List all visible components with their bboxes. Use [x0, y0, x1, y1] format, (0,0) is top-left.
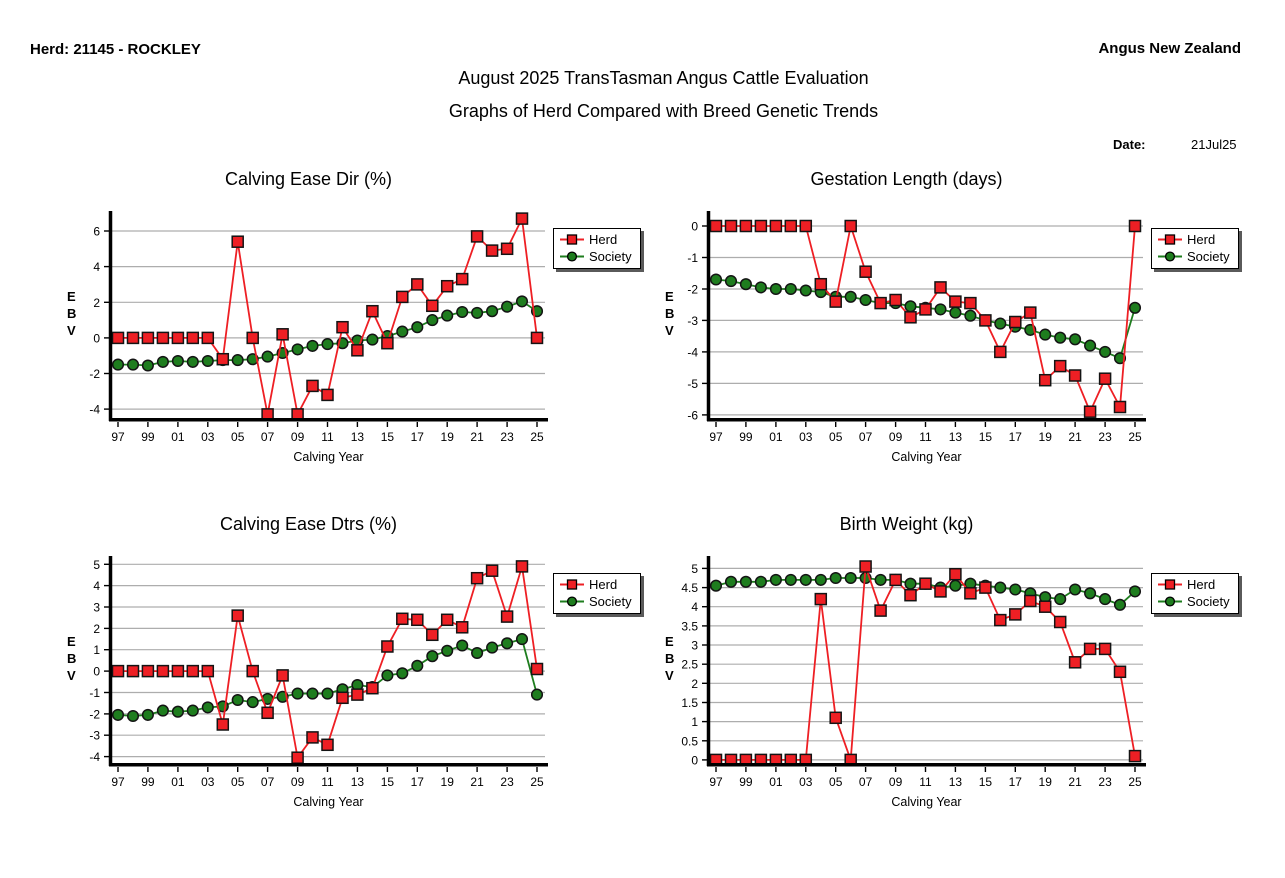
svg-text:11: 11 [321, 430, 334, 444]
svg-text:99: 99 [739, 430, 753, 444]
svg-text:B: B [665, 306, 675, 321]
plot-calving-ease-dir [40, 198, 570, 498]
chart-calving-ease-dtrs [0, 513, 660, 858]
herd-marker-icon [1157, 578, 1183, 591]
svg-text:23: 23 [1098, 775, 1112, 789]
svg-text:-6: -6 [687, 408, 698, 423]
svg-text:-4: -4 [687, 345, 698, 360]
svg-text:Calving Year: Calving Year [891, 795, 962, 809]
svg-text:3: 3 [93, 600, 100, 615]
svg-text:19: 19 [1038, 430, 1052, 444]
svg-text:05: 05 [829, 775, 843, 789]
svg-text:5: 5 [691, 561, 698, 576]
svg-text:B: B [665, 651, 675, 666]
legend [1151, 573, 1239, 614]
herd-id: Herd: 21145 - ROCKLEY [30, 41, 201, 58]
legend-label-society: Society [1187, 249, 1230, 264]
svg-text:V: V [665, 668, 674, 683]
svg-text:B: B [67, 651, 77, 666]
svg-text:99: 99 [141, 430, 155, 444]
svg-text:01: 01 [769, 775, 783, 789]
legend-item-society [1157, 593, 1230, 610]
svg-text:05: 05 [231, 775, 245, 789]
herd-marker-icon [1157, 233, 1183, 246]
svg-text:-5: -5 [687, 376, 698, 391]
society-marker-icon [559, 250, 585, 263]
legend-label-herd: Herd [589, 577, 618, 592]
society-marker-icon [1157, 595, 1183, 608]
svg-text:09: 09 [888, 775, 903, 789]
legend-item-herd [1157, 231, 1230, 248]
svg-text:99: 99 [739, 775, 753, 789]
svg-text:E: E [67, 289, 76, 304]
svg-text:E: E [665, 289, 674, 304]
svg-text:4.5: 4.5 [681, 581, 698, 596]
svg-text:01: 01 [171, 430, 185, 444]
svg-text:Calving Year: Calving Year [293, 795, 364, 809]
svg-text:-2: -2 [89, 707, 100, 722]
svg-text:3.5: 3.5 [681, 619, 698, 634]
svg-text:-1: -1 [89, 686, 100, 700]
legend-item-society [1157, 248, 1230, 265]
chart-title: Gestation Length (days) [810, 169, 1003, 189]
svg-text:13: 13 [350, 775, 365, 789]
svg-text:09: 09 [290, 775, 305, 789]
svg-text:11: 11 [919, 775, 932, 789]
legend-item-herd [1157, 576, 1230, 593]
svg-text:11: 11 [321, 775, 334, 789]
herd-marker-icon [559, 578, 585, 591]
plot-calving-ease-dtrs [40, 543, 570, 843]
svg-text:4: 4 [93, 579, 100, 594]
svg-text:07: 07 [858, 775, 873, 789]
svg-text:1: 1 [691, 715, 698, 730]
svg-text:-4: -4 [89, 402, 100, 417]
svg-text:05: 05 [231, 430, 245, 444]
svg-text:17: 17 [1008, 775, 1022, 789]
svg-text:-1: -1 [687, 251, 698, 265]
chart-gestation-length [598, 168, 1258, 513]
report-title: August 2025 TransTasman Angus Cattle Evaluation [458, 68, 869, 88]
svg-text:97: 97 [709, 430, 723, 444]
svg-text:97: 97 [111, 775, 125, 789]
svg-text:-4: -4 [89, 750, 100, 765]
svg-text:-2: -2 [89, 367, 100, 381]
svg-text:03: 03 [201, 430, 215, 444]
svg-text:2: 2 [93, 295, 100, 310]
svg-text:-3: -3 [687, 313, 698, 328]
svg-text:01: 01 [769, 430, 783, 444]
svg-text:13: 13 [350, 430, 365, 444]
svg-text:21: 21 [1068, 430, 1082, 444]
svg-text:25: 25 [1128, 430, 1142, 444]
chart-title: Calving Ease Dtrs (%) [219, 514, 398, 534]
report-subtitle: Graphs of Herd Compared with Breed Genetic Trends [448, 101, 879, 121]
svg-text:15: 15 [380, 430, 395, 444]
svg-text:01: 01 [171, 775, 185, 789]
svg-text:03: 03 [799, 430, 813, 444]
legend-label-herd: Herd [1187, 577, 1216, 592]
svg-text:25: 25 [530, 775, 544, 789]
svg-text:07: 07 [260, 775, 275, 789]
svg-text:4: 4 [93, 260, 100, 275]
svg-text:4: 4 [691, 600, 698, 615]
svg-text:2: 2 [93, 621, 100, 636]
svg-text:15: 15 [380, 775, 395, 789]
legend-label-society: Society [589, 594, 632, 609]
society-marker-icon [559, 595, 585, 608]
svg-text:21: 21 [470, 775, 484, 789]
svg-text:21: 21 [1068, 775, 1082, 789]
legend-label-society: Society [1187, 594, 1230, 609]
svg-text:23: 23 [1098, 430, 1112, 444]
svg-text:-3: -3 [89, 728, 100, 743]
svg-text:13: 13 [948, 775, 963, 789]
legend-label-society: Society [589, 249, 632, 264]
svg-text:5: 5 [93, 557, 100, 572]
svg-text:97: 97 [709, 775, 723, 789]
svg-text:25: 25 [530, 430, 544, 444]
svg-text:6: 6 [93, 224, 100, 239]
svg-text:0: 0 [691, 219, 698, 234]
svg-text:19: 19 [440, 775, 454, 789]
svg-text:V: V [67, 323, 76, 338]
chart-calving-ease-dir [0, 168, 660, 513]
svg-text:E: E [665, 634, 674, 649]
org-name: Angus New Zealand [1098, 40, 1241, 57]
svg-text:19: 19 [1038, 775, 1052, 789]
svg-text:0.5: 0.5 [681, 734, 698, 749]
svg-text:15: 15 [978, 775, 993, 789]
svg-text:21: 21 [470, 430, 484, 444]
svg-text:03: 03 [201, 775, 215, 789]
svg-text:-2: -2 [687, 282, 698, 297]
svg-text:17: 17 [410, 775, 424, 789]
svg-text:2: 2 [691, 676, 698, 691]
chart-birth-weight [598, 513, 1258, 858]
plot-gestation-length [638, 198, 1168, 498]
svg-text:V: V [665, 323, 674, 338]
svg-text:09: 09 [888, 430, 903, 444]
date-label: Date: [1113, 137, 1146, 152]
svg-text:19: 19 [440, 430, 454, 444]
svg-text:3: 3 [691, 638, 698, 653]
svg-text:V: V [67, 668, 76, 683]
svg-text:05: 05 [829, 430, 843, 444]
herd-marker-icon [559, 233, 585, 246]
svg-text:23: 23 [500, 430, 514, 444]
svg-text:07: 07 [260, 430, 275, 444]
svg-text:1: 1 [93, 643, 100, 658]
svg-text:0: 0 [691, 753, 698, 768]
society-marker-icon [1157, 250, 1183, 263]
svg-text:17: 17 [1008, 430, 1022, 444]
svg-text:13: 13 [948, 430, 963, 444]
svg-text:07: 07 [858, 430, 873, 444]
svg-text:2.5: 2.5 [681, 657, 698, 672]
svg-text:0: 0 [93, 331, 100, 346]
svg-text:09: 09 [290, 430, 305, 444]
svg-text:23: 23 [500, 775, 514, 789]
svg-text:0: 0 [93, 664, 100, 679]
svg-text:E: E [67, 634, 76, 649]
legend [1151, 228, 1239, 269]
legend-label-herd: Herd [1187, 232, 1216, 247]
svg-text:Calving Year: Calving Year [891, 450, 962, 464]
svg-text:17: 17 [410, 430, 424, 444]
chart-title: Calving Ease Dir (%) [224, 169, 393, 189]
svg-text:1.5: 1.5 [681, 696, 698, 710]
legend-label-herd: Herd [589, 232, 618, 247]
svg-text:99: 99 [141, 775, 155, 789]
svg-text:11: 11 [919, 430, 932, 444]
date-value: 21Jul25 [1191, 137, 1237, 152]
svg-text:B: B [67, 306, 77, 321]
svg-text:15: 15 [978, 430, 993, 444]
chart-title: Birth Weight (kg) [839, 514, 974, 534]
svg-text:03: 03 [799, 775, 813, 789]
svg-text:25: 25 [1128, 775, 1142, 789]
plot-birth-weight [638, 543, 1168, 843]
svg-text:Calving Year: Calving Year [293, 450, 364, 464]
svg-text:97: 97 [111, 430, 125, 444]
